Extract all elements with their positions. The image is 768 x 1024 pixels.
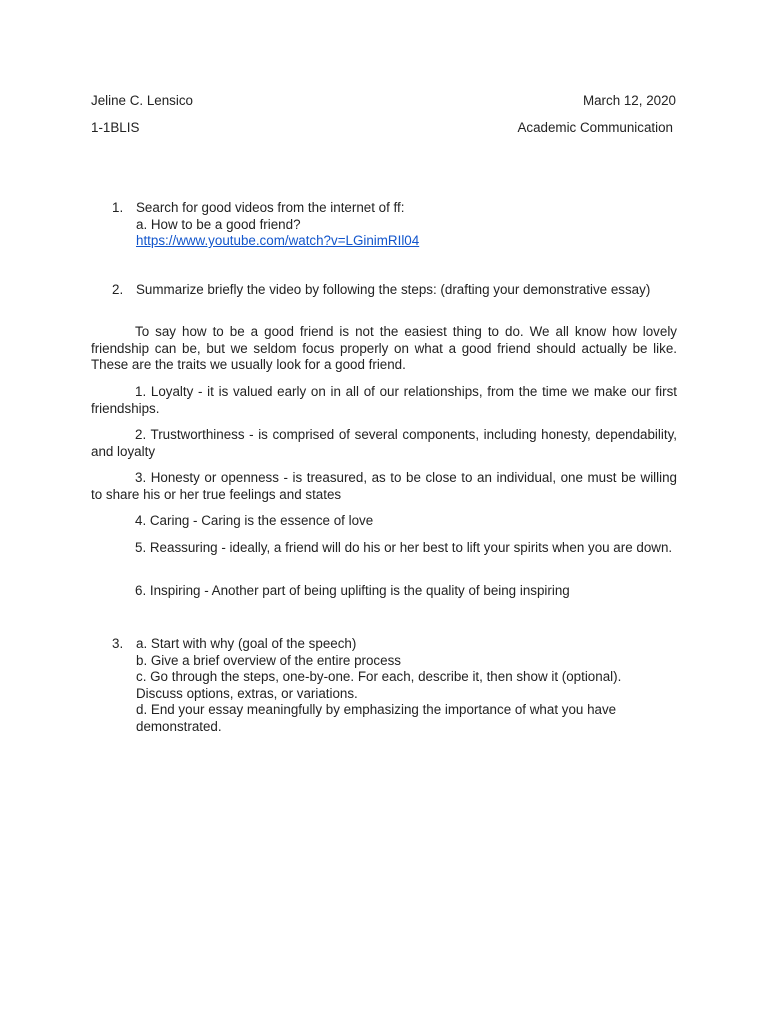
step-d-line-1: d. End your essay meaningfully by emphasizing the importance of what you have — [136, 702, 617, 717]
trait-caring-text: 4. Caring - Caring is the essence of love — [135, 513, 374, 528]
step-c-line-1: c. Go through the steps, one-by-one. For each, describe it, then show it (optional). — [136, 669, 622, 684]
document-date: March 12, 2020 — [582, 93, 676, 108]
author-name: Jeline C. Lensico — [91, 93, 193, 108]
trait-caring — [91, 513, 677, 530]
item-1-sub-a: a. How to be a good friend? — [136, 216, 301, 232]
essay-intro — [91, 324, 677, 374]
list-number: 1. — [112, 200, 124, 215]
step-a: a. Start with why (goal of the speech) — [136, 636, 357, 651]
list-number: 3. — [112, 636, 124, 651]
trait-inspiring-text: 6. Inspiring - Another part of being uplifting is the quality of being inspiring — [135, 583, 570, 598]
list-number: 2. — [112, 282, 124, 297]
step-b: b. Give a brief overview of the entire process — [136, 652, 401, 668]
trait-loyalty-text: 1. Loyalty - it is valued early on in all of our relationships, from the time we make our first friendships. — [91, 384, 677, 416]
trait-reassuring-text: 5. Reassuring - ideally, a friend will do his or her best to lift your spirits when you are down. — [135, 540, 673, 555]
item-1-text: Search for good videos from the internet of ff: — [136, 200, 405, 215]
trait-loyalty — [91, 384, 677, 417]
trait-trustworthiness-text: 2. Trustworthiness - is comprised of several components, including honesty, dependability, and loyalty — [91, 427, 677, 459]
trait-honesty-text: 3. Honesty or openness - is treasured, as to be close to an individual, one must be willing to share his or her true feelings and states — [91, 470, 677, 502]
essay-intro-text: To say how to be a good friend is not the easiest thing to do. We all know how lovely friendship can be, but we seldom focus properly on what a good friend should actually be like. These are the traits we usually look for a good friend. — [91, 324, 677, 372]
trait-reassuring — [91, 540, 677, 557]
section-code: 1-1BLIS — [91, 120, 140, 135]
item-2-text: Summarize briefly the video by following the steps: (drafting your demonstrative essay) — [136, 282, 651, 297]
trait-honesty — [91, 470, 677, 503]
course-name: Academic Communication — [517, 120, 673, 135]
header-row-1 — [91, 93, 676, 109]
youtube-link[interactable]: https://www.youtube.com/watch?v=LGinimRIl04 — [136, 233, 420, 248]
step-c-line-2: Discuss options, extras, or variations. — [136, 685, 358, 701]
trait-trustworthiness — [91, 427, 677, 460]
header-row-2 — [91, 120, 676, 136]
step-d-line-2: demonstrated. — [136, 718, 222, 734]
trait-inspiring — [91, 583, 677, 600]
